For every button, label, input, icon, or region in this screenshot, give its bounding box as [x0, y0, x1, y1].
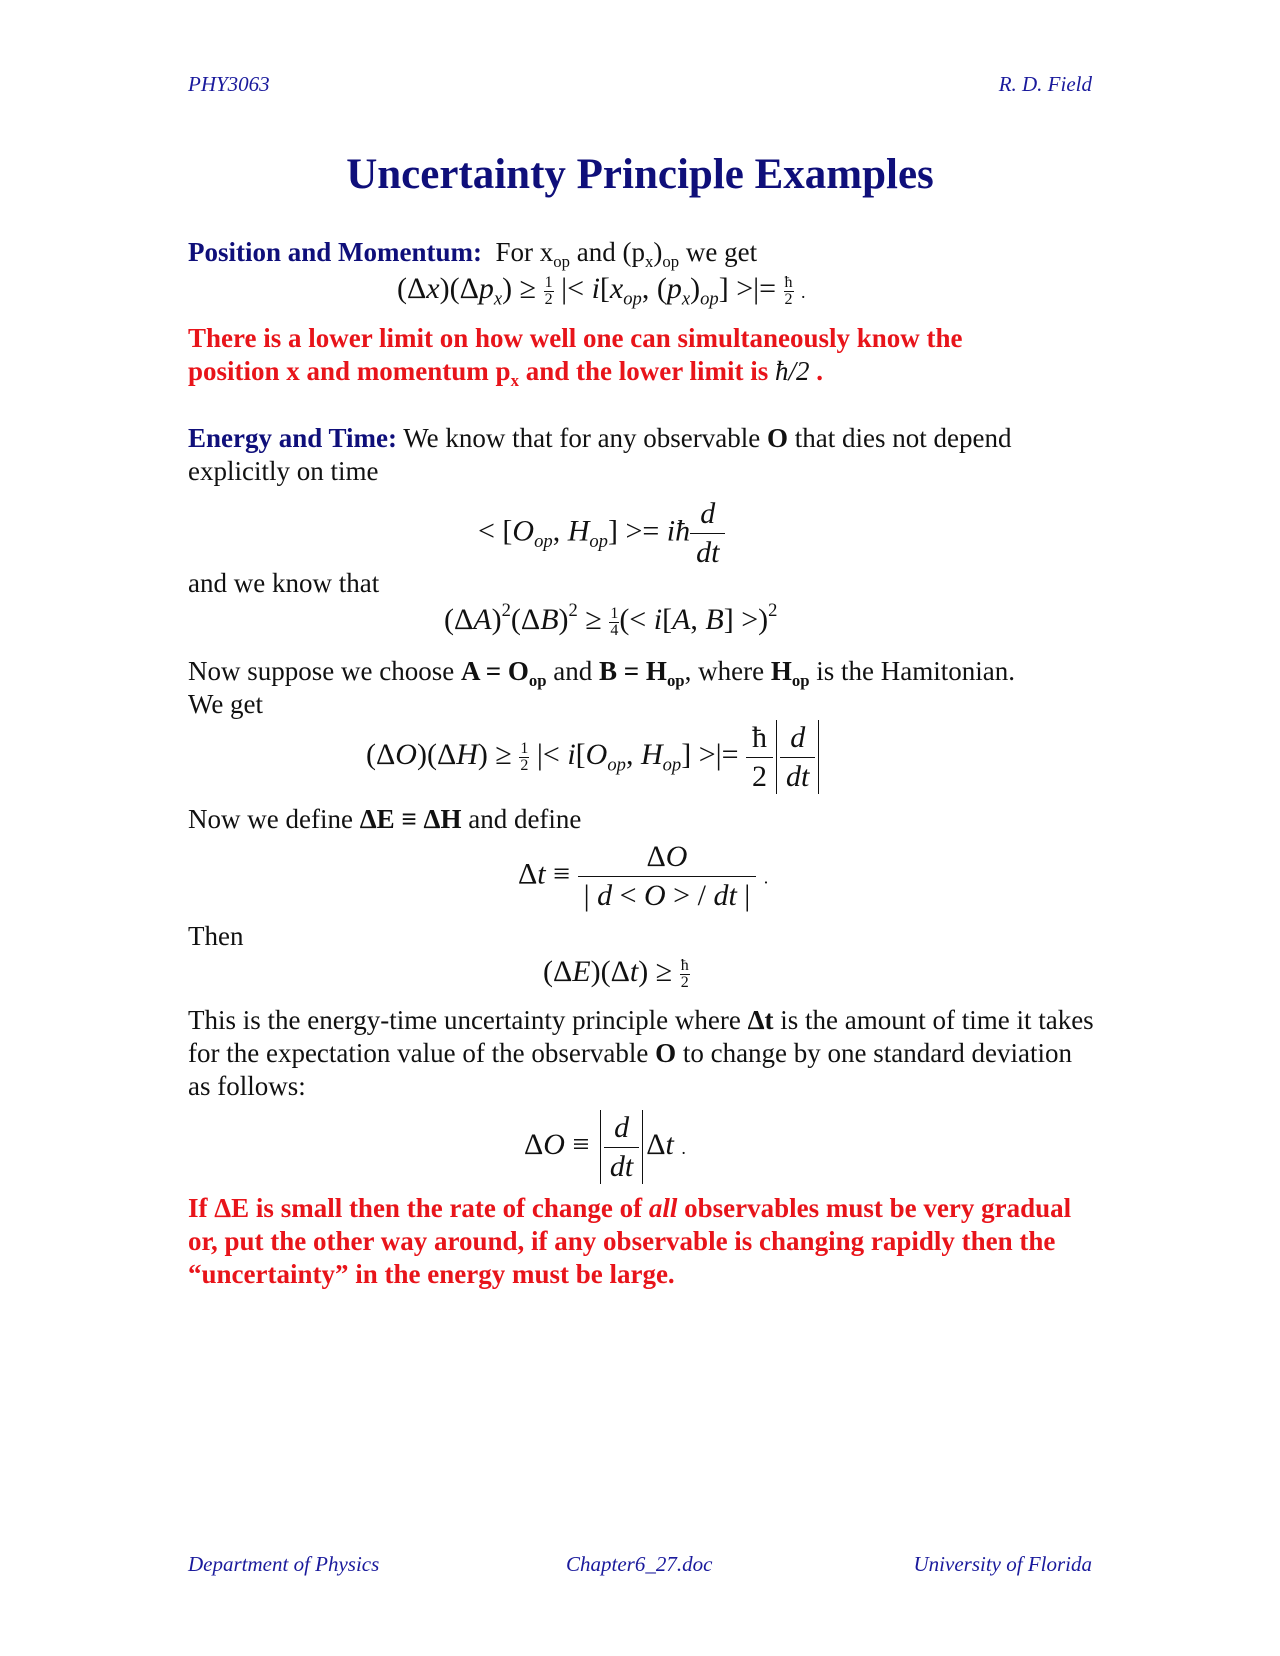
- equation-position-momentum: $(\Delta x)(\Delta p_x)$ ≥ $\frac{1}{2}$ |< $i[x_{op}$, $(p_x)_{op}$] >|= $\frac{ħ}{2}$ .: [397, 272, 806, 310]
- lower-limit-statement: There is a lower limit on how well one can simultaneously know the position x and momentum $p_x$ and the lower limit is ħ/2 .: [188, 323, 963, 390]
- course-code: PHY3063: [188, 72, 270, 96]
- page-title: Uncertainty Principle Examples: [346, 151, 934, 198]
- equation-delta-t-definition: Δt ≡ $\frac{\Delta O}{| d < O > / dt |}$ .: [518, 840, 769, 912]
- then-label: Then: [188, 921, 244, 951]
- equation-delta-O: ΔO ≡ $\frac{d}{dt}$ Δt .: [524, 1110, 686, 1183]
- equation-general-uncertainty: $(\Delta A)^2(\Delta B)^2$ ≥ $\frac{1}{4}$ (< i[A, B] >)$^2$: [444, 599, 778, 639]
- define-paragraph: Now we define ΔE ≡ ΔH and define: [188, 804, 582, 834]
- section1-heading: Position and Momentum:: [188, 237, 483, 267]
- equation-OH-uncertainty: (ΔO)(ΔH) ≥ $\frac{1}{2}$ |< $i[O_{op}$, $H_{op}$] >|= $\frac{ħ}{2}$ $\frac{d}{dt}$: [366, 720, 822, 794]
- energy-time-explanation: This is the energy-time uncertainty principle where Δt is the amount of time it takes for the expectation value of the observable O to change by one standard deviation as follows:: [188, 1005, 1094, 1101]
- equation-energy-time: (ΔE)(Δt) ≥ $\frac{ħ}{2}$: [543, 955, 689, 991]
- footer-filename: Chapter6_27.doc: [566, 1552, 713, 1576]
- suppose-paragraph: Now suppose we choose $A = O_{op}$ and $B = H_{op}$, where $H_{op}$ is the Hamitonian. We get: [188, 656, 1016, 719]
- footer-department: Department of Physics: [188, 1552, 380, 1576]
- section1-intro: Position and Momentum: For $x_{op}$ and $(p_x)_{op}$ we get: [188, 237, 758, 271]
- footer-university: University of Florida: [913, 1552, 1092, 1576]
- section2-heading: Energy and Time:: [188, 423, 398, 453]
- conclusion-statement: If ΔE is small then the rate of change of all observables must be very gradual or, put the other way around, if any observable is changing rapidly then the “uncertainty” in the energy must be large.: [188, 1193, 1072, 1289]
- and-we-know-that: and we know that: [188, 568, 380, 598]
- author: R. D. Field: [998, 72, 1092, 96]
- section2-intro: Energy and Time: We know that for any observable O that dies not depend explicitly on time: [188, 423, 1012, 486]
- equation-commutator-derivative: < [$O_{op}$, $H_{op}$] >= iħ $\frac{d}{dt}$: [478, 497, 725, 570]
